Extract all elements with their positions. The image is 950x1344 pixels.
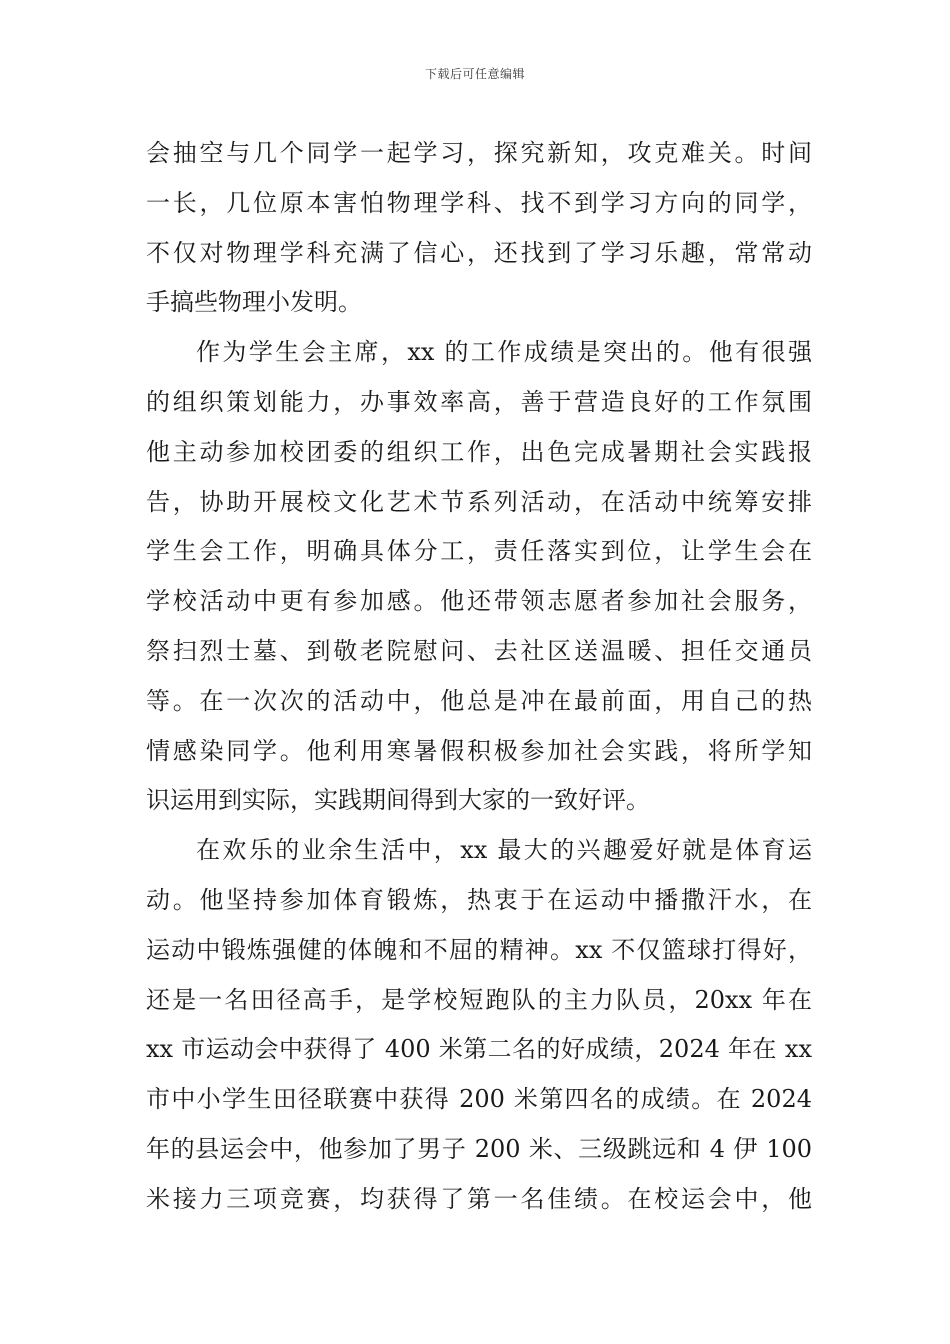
document-body <box>146 129 812 1225</box>
text-line: 一长，几位原本害怕物理学科、找不到学习方向的同学， <box>146 188 812 217</box>
page-header: 下载后可任意编辑 <box>424 67 525 81</box>
text-line-indented: 作为学生会主席，xx 的工作成绩是突出的。他有很强 <box>196 338 812 367</box>
text-line: xx 市运动会中获得了 400 米第二名的好成绩，2024 年在 xx <box>146 1035 812 1064</box>
text-line: 还是一名田径高手，是学校短跑队的主力队员，20xx 年在 <box>146 985 812 1014</box>
text-line: 告，协助开展校文化艺术节系列活动，在活动中统筹安排 <box>146 487 812 516</box>
text-line: 等。在一次次的活动中，他总是冲在最前面，用自己的热 <box>146 686 812 715</box>
text-line: 学校活动中更有参加感。他还带领志愿者参加社会服务， <box>146 587 812 616</box>
text-line: 识运用到实际，实践期间得到大家的一致好评。 <box>146 786 650 815</box>
text-line: 他主动参加校团委的组织工作，出色完成暑期社会实践报 <box>146 437 812 466</box>
text-line: 动。他坚持参加体育锻炼，热衷于在运动中播撒汗水，在 <box>146 885 812 914</box>
text-line: 情感染同学。他利用寒暑假积极参加社会实践，将所学知 <box>146 736 812 765</box>
text-line: 年的县运会中，他参加了男子 200 米、三级跳远和 4 伊 100 <box>146 1134 812 1163</box>
text-line: 祭扫烈士墓、到敬老院慰问、去社区送温暖、担任交通员 <box>146 636 812 665</box>
text-line: 的组织策划能力，办事效率高，善于营造良好的工作氛围 <box>146 387 812 416</box>
text-line: 学生会工作，明确具体分工，责任落实到位，让学生会在 <box>146 537 812 566</box>
text-line: 运动中锻炼强健的体魄和不屈的精神。xx 不仅篮球打得好， <box>146 935 812 964</box>
text-line-indented: 在欢乐的业余生活中，xx 最大的兴趣爱好就是体育运 <box>196 836 812 865</box>
text-line: 市中小学生田径联赛中获得 200 米第四名的成绩。在 2024 <box>146 1085 812 1114</box>
text-line: 会抽空与几个同学一起学习，探究新知，攻克难关。时间 <box>146 139 812 167</box>
text-line: 米接力三项竞赛，均获得了第一名佳绩。在校运会中，他 <box>146 1184 812 1213</box>
text-line: 不仅对物理学科充满了信心，还找到了学习乐趣，常常动 <box>146 238 812 267</box>
text-line: 手搞些物理小发明。 <box>146 288 362 317</box>
